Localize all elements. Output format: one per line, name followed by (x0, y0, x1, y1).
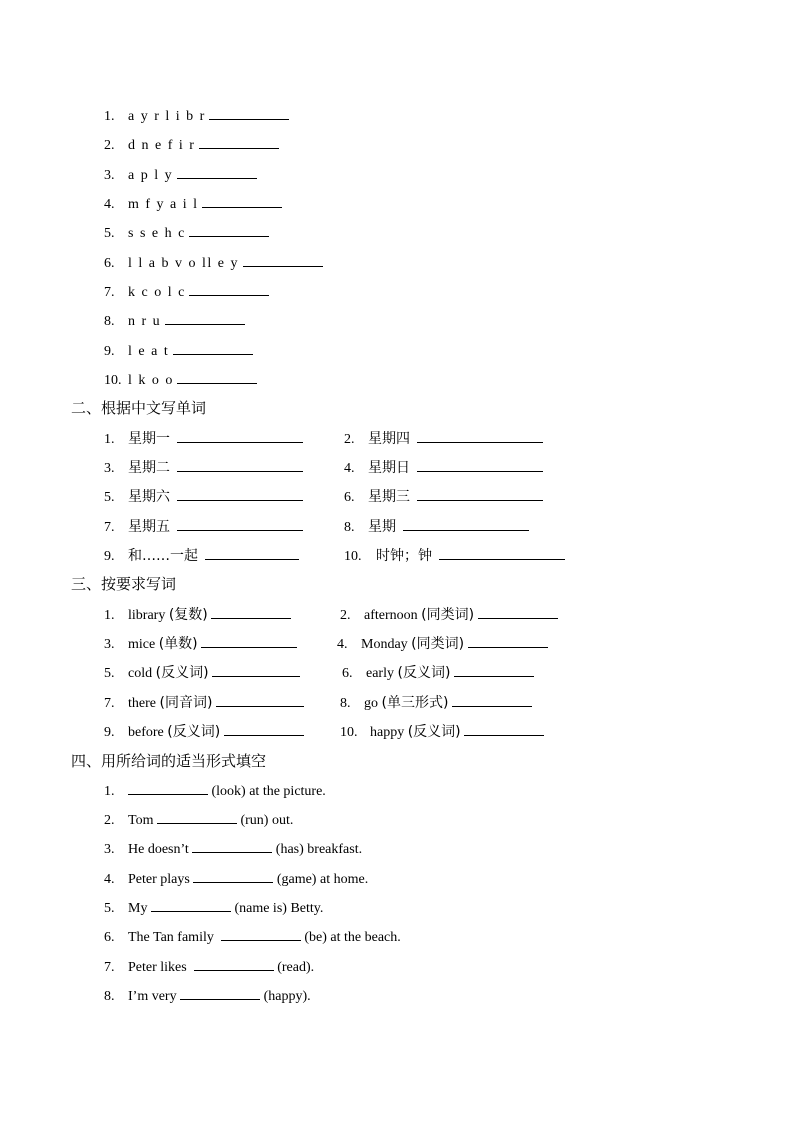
answer-blank[interactable] (439, 545, 565, 560)
given-word: Monday (361, 637, 408, 652)
answer-blank[interactable] (177, 428, 303, 443)
chinese-word: 时钟；钟 (376, 548, 432, 564)
item-number: 6. (104, 256, 115, 271)
sentence-start: Tom (128, 813, 154, 828)
item-number: 1. (104, 608, 115, 623)
item-number: 1. (104, 784, 115, 799)
given-word-hint: (be) (304, 930, 327, 945)
item-number: 8. (104, 314, 115, 329)
scrambled-letters: a p l y (128, 168, 174, 183)
answer-blank[interactable] (468, 633, 548, 648)
item-number: 6. (104, 930, 115, 945)
item-number: 5. (104, 490, 115, 505)
item-number: 3. (104, 842, 115, 857)
answer-blank[interactable] (194, 956, 274, 971)
sentence-end: Betty. (290, 901, 324, 916)
item-number: 7. (104, 285, 115, 300)
answer-blank[interactable] (192, 838, 272, 853)
given-word-hint: (run) (240, 813, 269, 828)
chinese-word: 和……一起 (128, 548, 198, 564)
requirement-hint: (单三形式) (381, 695, 449, 711)
answer-blank[interactable] (216, 692, 304, 707)
item-number: 5. (104, 901, 115, 916)
item-number: 5. (104, 666, 115, 681)
chinese-word: 星期五 (128, 519, 170, 535)
scrambled-letters: l l a b v o ll e y (128, 256, 239, 271)
answer-blank[interactable] (243, 252, 323, 267)
answer-blank[interactable] (212, 662, 300, 677)
answer-blank[interactable] (224, 721, 304, 736)
given-word: mice (128, 637, 156, 652)
answer-blank[interactable] (202, 193, 282, 208)
sentence-start: My (128, 901, 148, 916)
item-number: 4. (344, 461, 355, 476)
given-word: early (366, 666, 394, 681)
answer-blank[interactable] (417, 486, 543, 501)
sentence-start: Peter plays (128, 872, 190, 887)
scrambled-letters: m f y a i l (128, 197, 199, 212)
requirement-hint: (单数) (158, 636, 198, 652)
scrambled-letters: d n e f i r (128, 138, 196, 153)
scrambled-letters: a y r l i b r (128, 109, 206, 124)
requirement-hint: (同音词) (159, 695, 213, 711)
answer-blank[interactable] (177, 164, 257, 179)
section-4-heading: 四、用所给词的适当形式填空 (71, 752, 267, 770)
item-number: 3. (104, 461, 115, 476)
given-word: library (128, 608, 166, 623)
item-number: 9. (104, 344, 115, 359)
section-3-heading: 三、按要求写词 (71, 575, 177, 593)
chinese-word: 星期二 (128, 460, 170, 476)
scrambled-letters: n r u (128, 314, 162, 329)
requirement-hint: (复数) (168, 607, 208, 623)
section-2-heading: 二、根据中文写单词 (71, 399, 207, 417)
requirement-hint: (反义词) (155, 665, 209, 681)
sentence-end: breakfast. (307, 842, 363, 857)
scrambled-letters: s s e h c (128, 226, 186, 241)
answer-blank[interactable] (417, 457, 543, 472)
answer-blank[interactable] (452, 692, 532, 707)
given-word: happy (370, 725, 405, 740)
item-number: 3. (104, 168, 115, 183)
item-number: 8. (104, 989, 115, 1004)
answer-blank[interactable] (199, 134, 279, 149)
answer-blank[interactable] (478, 604, 558, 619)
requirement-hint: (同类词) (411, 636, 465, 652)
sentence-start: He doesn’t (128, 842, 189, 857)
item-number: 9. (104, 725, 115, 740)
answer-blank[interactable] (177, 516, 303, 531)
chinese-word: 星期四 (368, 431, 410, 447)
item-number: 7. (104, 696, 115, 711)
item-number: 5. (104, 226, 115, 241)
requirement-hint: (反义词) (407, 724, 461, 740)
item-number: 2. (104, 138, 115, 153)
given-word-hint: (look) (211, 784, 246, 799)
given-word: go (364, 696, 378, 711)
item-number: 2. (104, 813, 115, 828)
item-number: 10. (344, 549, 362, 564)
answer-blank[interactable] (211, 604, 291, 619)
chinese-word: 星期 (368, 519, 396, 535)
sentence-start: Peter likes (128, 960, 187, 975)
answer-blank[interactable] (177, 369, 257, 384)
item-number: 8. (344, 520, 355, 535)
answer-blank[interactable] (201, 633, 297, 648)
answer-blank[interactable] (189, 222, 269, 237)
answer-blank[interactable] (205, 545, 299, 560)
given-word: cold (128, 666, 153, 681)
item-number: 2. (344, 432, 355, 447)
requirement-hint: (反义词) (167, 724, 221, 740)
answer-blank[interactable] (417, 428, 543, 443)
given-word: afternoon (364, 608, 418, 623)
item-number: 6. (342, 666, 353, 681)
answer-blank[interactable] (165, 310, 245, 325)
answer-blank[interactable] (177, 457, 303, 472)
given-word-hint: (read). (277, 960, 315, 975)
answer-blank[interactable] (180, 985, 260, 1000)
answer-blank[interactable] (454, 662, 534, 677)
answer-blank[interactable] (173, 340, 253, 355)
item-number: 8. (340, 696, 351, 711)
chinese-word: 星期六 (128, 489, 170, 505)
answer-blank[interactable] (157, 809, 237, 824)
sentence-start: I’m very (128, 989, 177, 1004)
chinese-word: 星期一 (128, 431, 170, 447)
sentence-end: at the beach. (330, 930, 401, 945)
answer-blank[interactable] (177, 486, 303, 501)
given-word: before (128, 725, 164, 740)
scrambled-letters: l k o o (128, 373, 174, 388)
item-number: 9. (104, 549, 115, 564)
scrambled-letters: k c o l c (128, 285, 186, 300)
item-number: 7. (104, 960, 115, 975)
sentence-end: at the picture. (249, 784, 326, 799)
item-number: 7. (104, 520, 115, 535)
requirement-hint: (反义词) (397, 665, 451, 681)
item-number: 10. (104, 373, 122, 388)
item-number: 1. (104, 432, 115, 447)
sentence-start: The Tan family (128, 930, 214, 945)
item-number: 6. (344, 490, 355, 505)
scrambled-letters: l e a t (128, 344, 170, 359)
answer-blank[interactable] (193, 868, 273, 883)
chinese-word: 星期三 (368, 489, 410, 505)
given-word: there (128, 696, 156, 711)
item-number: 4. (104, 197, 115, 212)
answer-blank[interactable] (128, 780, 208, 795)
answer-blank[interactable] (221, 926, 301, 941)
item-number: 1. (104, 109, 115, 124)
item-number: 3. (104, 637, 115, 652)
item-number: 4. (104, 872, 115, 887)
item-number: 4. (337, 637, 348, 652)
given-word-hint: (happy). (263, 989, 311, 1004)
chinese-word: 星期日 (368, 460, 410, 476)
given-word-hint: (game) (276, 872, 317, 887)
given-word-hint: (has) (275, 842, 304, 857)
sentence-end: out. (271, 813, 294, 828)
requirement-hint: (同类词) (421, 607, 475, 623)
item-number: 2. (340, 608, 351, 623)
answer-blank[interactable] (151, 897, 231, 912)
answer-blank[interactable] (189, 281, 269, 296)
answer-blank[interactable] (403, 516, 529, 531)
given-word-hint: (name is) (234, 901, 287, 916)
item-number: 10. (340, 725, 358, 740)
sentence-end: at home. (319, 872, 369, 887)
answer-blank[interactable] (209, 105, 289, 120)
answer-blank[interactable] (464, 721, 544, 736)
